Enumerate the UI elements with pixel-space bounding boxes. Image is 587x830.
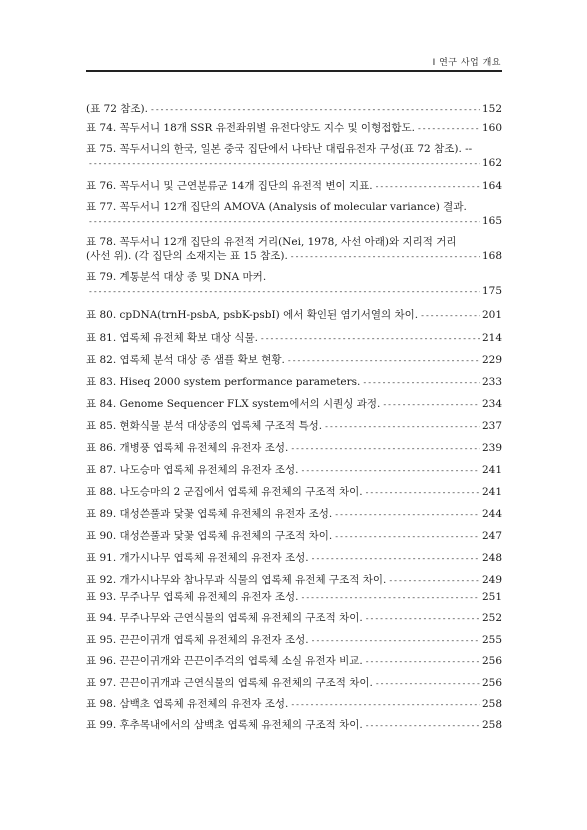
entry-title: 표 85. 현화식물 분석 대상종의 엽록체 구조적 특성. [86, 420, 323, 432]
page-number: 160 [481, 122, 502, 134]
list-item [86, 676, 502, 690]
dot-leader [324, 420, 480, 434]
entry-line [86, 249, 502, 263]
page-number: 239 [481, 442, 502, 454]
dot-leader [88, 157, 480, 171]
entry-title: (표 72 참조). [86, 103, 148, 115]
entry-title: 표 84. Genome Sequencer FLX system에서의 시퀀싱 과정. [86, 398, 381, 410]
entry-title: (사선 위). (각 집단의 소재지는 표 15 참조). [86, 250, 288, 262]
entry-title: 표 97. 끈끈이귀개과 근연식물의 엽록체 유전체의 구조적 차이. [86, 677, 373, 689]
dot-leader [365, 719, 480, 733]
page-number: 256 [481, 677, 502, 689]
list-item [86, 419, 502, 433]
dot-leader [88, 285, 480, 299]
entry-line [86, 633, 502, 647]
dot-leader [334, 530, 480, 544]
dot-leader [301, 464, 480, 478]
dot-leader [388, 574, 480, 588]
dot-leader [420, 309, 480, 323]
list-item [86, 353, 502, 367]
entry-line [86, 121, 502, 135]
page-number: 162 [481, 157, 502, 169]
entry-title: 표 83. Hiseq 2000 system performance parameters. [86, 376, 361, 388]
list-item [86, 507, 502, 521]
entry-line [86, 697, 502, 711]
dot-leader [375, 180, 480, 194]
entry-line [86, 485, 502, 499]
page-number: 258 [481, 719, 502, 731]
dot-leader [365, 655, 480, 669]
page-number: 175 [481, 285, 502, 297]
page-number: 241 [481, 486, 502, 498]
page-number: 241 [481, 464, 502, 476]
dot-leader [301, 591, 480, 605]
entry-line [86, 590, 502, 604]
dot-leader [290, 442, 480, 456]
dot-leader [365, 612, 480, 626]
list-item [86, 529, 502, 543]
page-number: 214 [481, 332, 502, 344]
running-header: Ⅰ 연구 사업 개요 [432, 58, 501, 68]
dot-leader [150, 103, 480, 117]
entry-title: 표 93. 무주나무 엽록체 유전체의 유전자 조성. [86, 591, 299, 603]
entry-title: 표 88. 나도승마의 2 군집에서 엽록체 유전체의 구조적 차이. [86, 486, 363, 498]
entry-title: 표 77. 꼭두서니 12개 집단의 AMOVA (Analysis of molecular variance) 결과. [86, 201, 467, 213]
entry-line [86, 419, 502, 433]
page-number: 201 [481, 309, 502, 321]
page-number: 152 [481, 103, 502, 115]
dot-leader [260, 332, 480, 346]
list-item [86, 270, 502, 298]
page-number: 234 [481, 398, 502, 410]
entry-line [86, 463, 502, 477]
list-item [86, 121, 502, 135]
dot-leader [362, 376, 480, 390]
dot-leader [382, 398, 480, 412]
dot-leader [290, 250, 480, 264]
page-number: 255 [481, 634, 502, 646]
dot-leader [287, 354, 480, 368]
entry-line [86, 179, 502, 193]
page-number: 249 [481, 574, 502, 586]
entry-line [86, 308, 502, 322]
entry-line [86, 529, 502, 543]
entry-title: 표 74. 꼭두서니 18개 SSR 유전좌위별 유전다양도 지수 및 이형접합도. [86, 122, 415, 134]
entry-title: 표 91. 개가시나무 엽록체 유전체의 유전자 조성. [86, 552, 309, 564]
list-item [86, 633, 502, 647]
list-item [86, 485, 502, 499]
dot-leader [311, 634, 480, 648]
page-number: 168 [481, 250, 502, 262]
list-item [86, 375, 502, 389]
entry-line [86, 270, 502, 284]
list-item [86, 200, 502, 228]
list-item [86, 102, 502, 116]
entry-title: 표 87. 나도승마 엽록체 유전체의 유전자 조성. [86, 464, 299, 476]
list-item [86, 718, 502, 732]
list-item [86, 551, 502, 565]
list-item [86, 697, 502, 711]
page-number: 229 [481, 354, 502, 366]
list-item [86, 308, 502, 322]
entry-title: 표 95. 끈끈이귀개 엽록체 유전체의 유전자 조성. [86, 634, 309, 646]
entry-title: 표 86. 개병풍 엽록체 유전체의 유전자 조성. [86, 442, 289, 454]
list-item [86, 441, 502, 455]
page-number: 258 [481, 698, 502, 710]
entry-line [86, 551, 502, 565]
page-number: 244 [481, 508, 502, 520]
entry-line [86, 375, 502, 389]
entry-title: 표 98. 삼백초 엽록체 유전체의 유전자 조성. [86, 698, 289, 710]
list-item [86, 142, 502, 170]
list-item [86, 654, 502, 668]
dot-leader [375, 677, 480, 691]
page-number: 165 [481, 215, 502, 227]
dot-leader [311, 552, 480, 566]
entry-title: 표 92. 개가시나무와 참나무과 식물의 엽록체 유전체 구조적 차이. [86, 574, 387, 586]
entry-title: 표 94. 무주나무와 근연식물의 엽록체 유전체의 구조적 차이. [86, 612, 363, 624]
entry-line [86, 214, 502, 228]
entry-title: 표 82. 엽록체 분석 대상 종 샘플 확보 현황. [86, 354, 285, 366]
entry-line [86, 331, 502, 345]
page-number: 247 [481, 530, 502, 542]
page-number: 237 [481, 420, 502, 432]
page-number: 256 [481, 655, 502, 667]
page-number: 248 [481, 552, 502, 564]
list-item [86, 463, 502, 477]
entry-line [86, 353, 502, 367]
entry-line [86, 654, 502, 668]
entry-line [86, 200, 502, 214]
entry-line [86, 507, 502, 521]
page-number: 252 [481, 612, 502, 624]
entry-line [86, 676, 502, 690]
list-item [86, 397, 502, 411]
dot-leader [417, 122, 480, 136]
list-item [86, 235, 502, 263]
list-item [86, 179, 502, 193]
entry-title: 표 81. 엽록체 유전체 확보 대상 식물. [86, 332, 258, 344]
dot-leader [365, 486, 480, 500]
entry-line [86, 573, 502, 587]
entry-line [86, 284, 502, 298]
entry-line [86, 397, 502, 411]
entry-line [86, 611, 502, 625]
page-number: 233 [481, 376, 502, 388]
entry-line [86, 142, 502, 156]
list-item [86, 573, 502, 587]
entry-title: 표 96. 끈끈이귀개와 끈끈이주걱의 엽록체 소실 유전자 비교. [86, 655, 363, 667]
dot-leader [290, 698, 480, 712]
page-number: 164 [481, 180, 502, 192]
entry-title: 표 76. 꼭두서니 및 근연분류군 14개 집단의 유전적 변이 지표. [86, 180, 373, 192]
entry-title: 표 90. 대성쓴풀과 닻꽃 엽록체 유전체의 구조적 차이. [86, 530, 333, 542]
page-number: 251 [481, 591, 502, 603]
entry-line [86, 718, 502, 732]
entry-title: 표 89. 대성쓴풀과 닻꽃 엽록체 유전체의 유전자 조성. [86, 508, 333, 520]
dot-leader [88, 215, 480, 229]
entry-title: 표 79. 계통분석 대상 종 및 DNA 마커. [86, 271, 267, 283]
dot-leader [334, 508, 480, 522]
entry-line [86, 102, 502, 116]
table-list [86, 95, 502, 732]
list-item [86, 590, 502, 604]
list-item [86, 331, 502, 345]
header-rule [86, 70, 502, 72]
entry-title: 표 99. 후추목내에서의 삼백초 엽록체 유전체의 구조적 차이. [86, 719, 363, 731]
entry-title: 표 80. cpDNA(trnH-psbA, psbK-psbI) 에서 확인된 염기서열의 차이. [86, 309, 419, 321]
entry-title: 표 75. 꼭두서니의 한국, 일본 중국 집단에서 나타난 대립유전자 구성(표 72 참조). -- [86, 143, 473, 155]
entry-line [86, 156, 502, 170]
entry-line [86, 441, 502, 455]
entry-line [86, 235, 502, 249]
list-item [86, 611, 502, 625]
entry-title: 표 78. 꼭두서니 12개 집단의 유전적 거리(Nei, 1978, 사선 아래)와 지리적 거리 [86, 236, 457, 248]
